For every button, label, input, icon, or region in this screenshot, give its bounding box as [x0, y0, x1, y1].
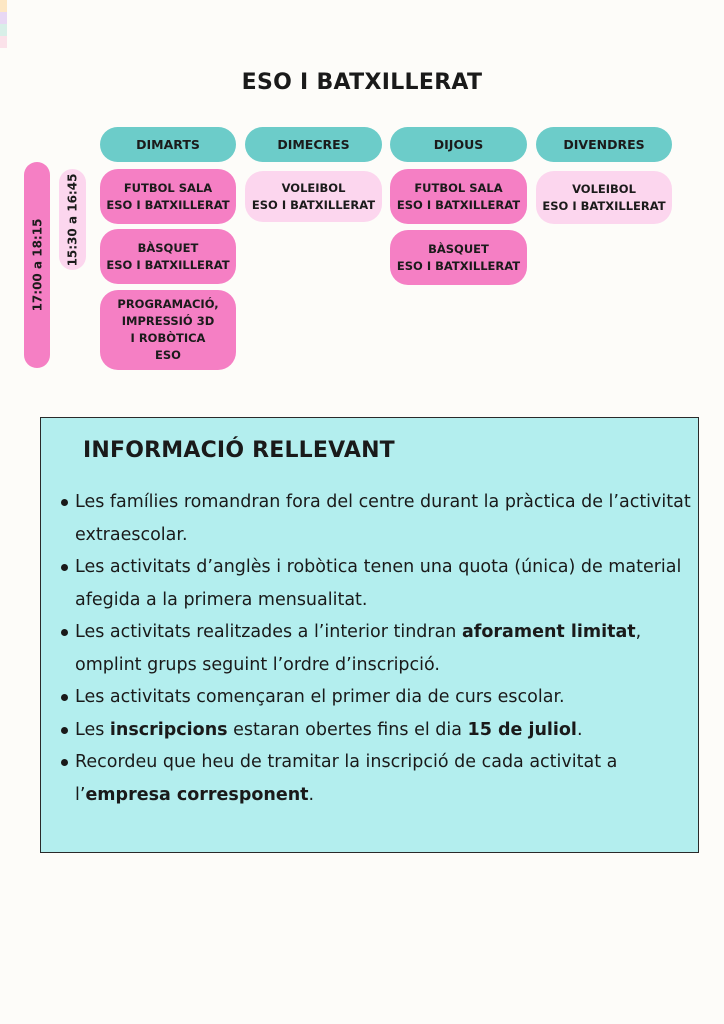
info-item	[75, 714, 695, 747]
info-item-text: Les activitats començaran el primer dia de curs escolar.	[75, 687, 565, 707]
info-item	[75, 616, 695, 681]
activity-dimarts-programacio: PROGRAMACIÓ, IMPRESSIÓ 3D I ROBÒTICA ESO	[100, 290, 236, 370]
bullet-icon	[61, 564, 68, 571]
activity-dimarts-basquet: BÀSQUET ESO I BATXILLERAT	[100, 229, 236, 284]
info-item-text: .	[308, 784, 315, 805]
info-item	[75, 551, 695, 616]
time-range-outer-label: 17:00 a 18:15	[30, 218, 45, 312]
activity-dijous-futbol-sala: FUTBOL SALA ESO I BATXILLERAT	[390, 169, 527, 224]
bullet-icon	[61, 499, 68, 506]
day-header-dimarts: DIMARTS	[100, 127, 236, 162]
info-item-emphasis: inscripcions	[109, 719, 228, 740]
info-item-text: , omplint grups seguint l’ordre d’inscripció.	[75, 622, 642, 675]
info-item-text: Recordeu que heu de tramitar la inscripció de cada activitat a l’	[75, 752, 618, 805]
activity-dimecres-voleibol: VOLEIBOL ESO I BATXILLERAT	[245, 171, 382, 222]
info-item-text: Les famílies romandran fora del centre durant la pràctica de l’activitat extraescolar.	[75, 492, 691, 545]
page-title: ESO I BATXILLERAT	[241, 70, 483, 95]
info-item	[75, 746, 695, 811]
time-range-inner-label: 15:30 a 16:45	[65, 173, 80, 266]
day-header-divendres: DIVENDRES	[536, 127, 672, 162]
day-header-dimecres: DIMECRES	[245, 127, 382, 162]
info-item	[75, 486, 695, 551]
info-item-text: Les activitats realitzades a l’interior tindran	[75, 622, 462, 642]
info-item-text: .	[576, 719, 583, 740]
info-list	[75, 486, 695, 811]
activity-dimarts-futbol-sala: FUTBOL SALA ESO I BATXILLERAT	[100, 169, 236, 224]
day-header-dijous: DIJOUS	[390, 127, 527, 162]
info-panel	[40, 417, 699, 853]
corner-decoration	[0, 0, 7, 48]
info-item-text: estaran obertes fins el dia	[227, 719, 468, 740]
info-item	[75, 681, 695, 714]
info-item-emphasis: aforament limitat	[461, 622, 636, 642]
info-item-text: Les	[75, 719, 110, 740]
activity-divendres-voleibol: VOLEIBOL ESO I BATXILLERAT	[536, 171, 672, 224]
info-item-emphasis: empresa corresponent	[85, 784, 309, 805]
info-item-emphasis: 15 de juliol	[467, 719, 577, 740]
info-title: INFORMACIÓ RELLEVANT	[83, 438, 395, 463]
bullet-icon	[61, 629, 68, 636]
info-item-text: Les activitats d’anglès i robòtica tenen una quota (única) de material afegida a la primera mensualitat.	[75, 557, 682, 610]
time-range-bar-outer	[24, 162, 50, 368]
activity-dijous-basquet: BÀSQUET ESO I BATXILLERAT	[390, 230, 527, 285]
bullet-icon	[61, 727, 68, 734]
time-range-bar-inner	[59, 169, 86, 270]
bullet-icon	[61, 759, 68, 766]
bullet-icon	[61, 694, 68, 701]
